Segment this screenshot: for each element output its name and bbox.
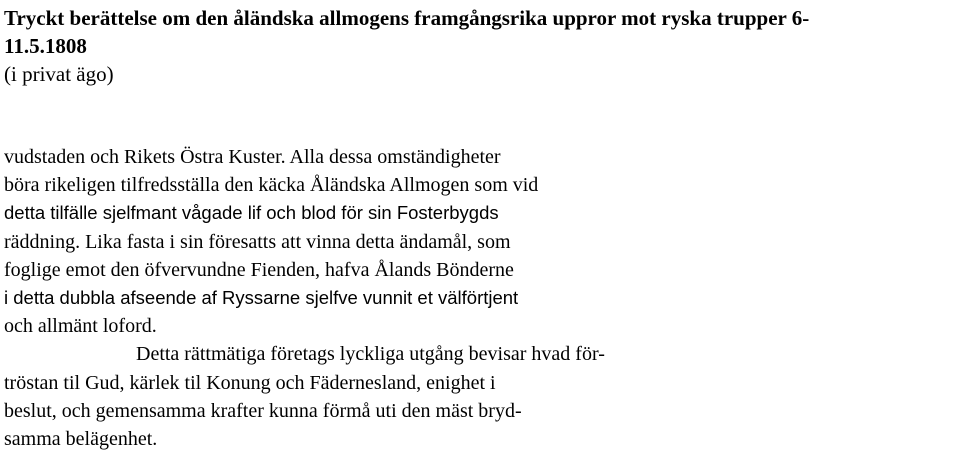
transcript-line-10: beslut, och gemensamma krafter kunna förmå uti den mäst bryd- bbox=[4, 399, 522, 422]
transcript-line-8: Detta rättmätiga företags lyckliga utgång bevisar hvad för- bbox=[136, 343, 605, 366]
transcript-line-9: tröstan til Gud, kärlek til Konung och Fädernesland, enighet i bbox=[4, 371, 496, 394]
transcript-line-7: och allmänt loford. bbox=[4, 315, 157, 338]
document-subtitle: (i privat ägo) bbox=[4, 62, 114, 86]
transcript-line-4: räddning. Lika fasta i sin föresatts att vinna detta ändamål, som bbox=[4, 230, 511, 253]
transcript-line-11: samma belägenhet. bbox=[4, 428, 158, 451]
transcript-line-5: foglige emot den öfvervundne Fienden, hafva Ålands Bönderne bbox=[4, 258, 514, 281]
transcript-line-2: böra rikeligen tilfredsställa den käcka Åländska Allmogen som vid bbox=[4, 174, 539, 197]
transcript-line-6: i detta dubbla afseende af Ryssarne sjelfve vunnit et välförtjent bbox=[4, 287, 519, 309]
document-title bbox=[4, 4, 954, 60]
title-line-2: 11.5.1808 bbox=[4, 34, 87, 58]
transcript-text bbox=[4, 143, 954, 453]
title-line-1: Tryckt berättelse om den åländska allmogens framgångsrika uppror mot ryska trupper 6- bbox=[4, 6, 810, 30]
transcript-line-3: detta tilfälle sjelfmant vågade lif och blod för sin Fosterbygds bbox=[4, 202, 499, 224]
document-header bbox=[4, 0, 954, 88]
transcript-line-1: vudstaden och Rikets Östra Kuster. Alla dessa omständigheter bbox=[4, 146, 501, 168]
